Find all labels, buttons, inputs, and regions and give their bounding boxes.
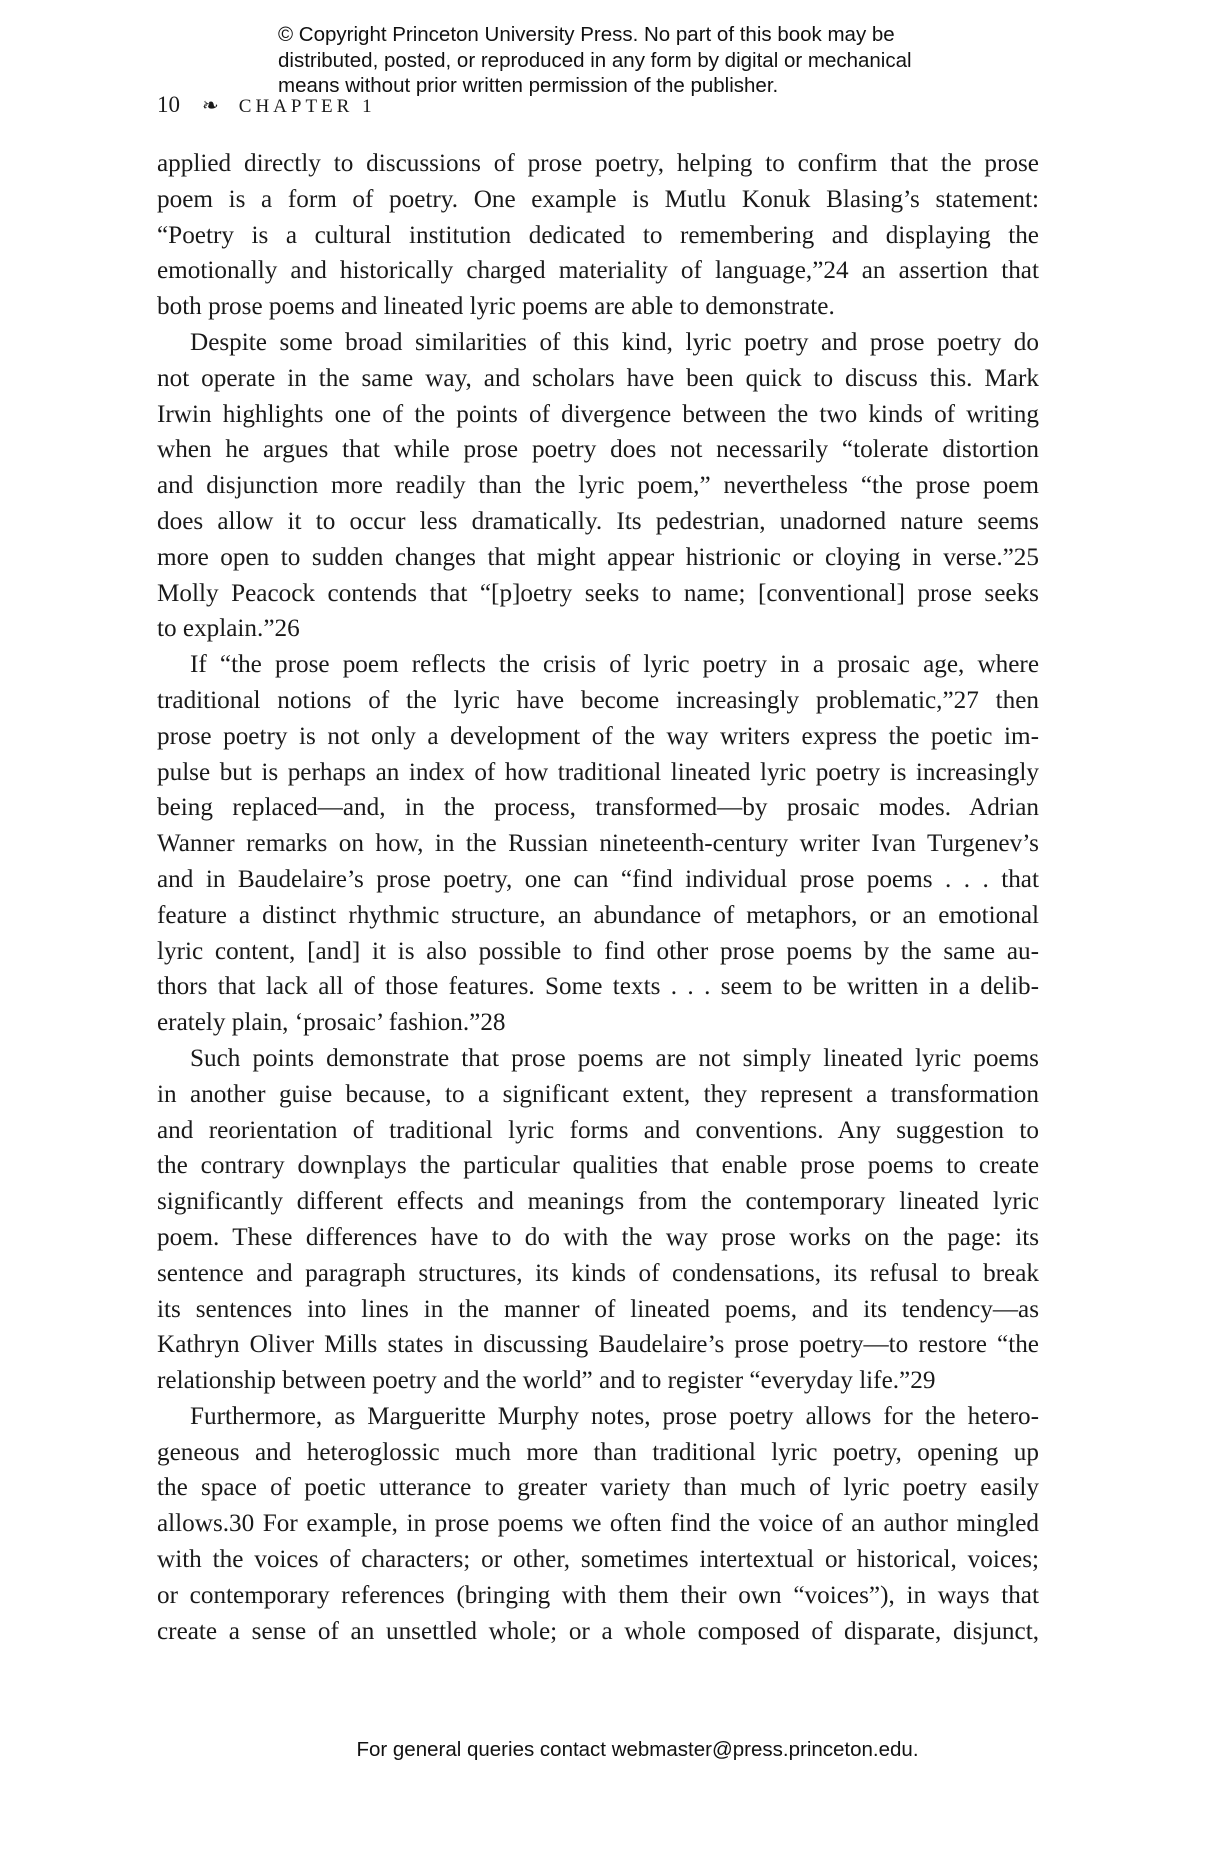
text-line: create a sense of an unsettled whole; or a whole composed of disparate, disjunct, (157, 1617, 1039, 1645)
body-text (157, 146, 1039, 1649)
text-line: when he argues that while prose poetry does not necessarily “tolerate distortion (157, 436, 1039, 464)
text-line: poem. These differences have to do with the way prose works on the page: its (157, 1223, 1039, 1251)
text-line: to explain.”26 (157, 615, 300, 643)
text-line: If “the prose poem reflects the crisis of lyric poetry in a prosaic age, where (190, 651, 1039, 679)
text-line: not operate in the same way, and scholars have been quick to discuss this. Mark (157, 364, 1039, 392)
text-line: significantly different effects and meanings from the contemporary lineated lyric (157, 1188, 1039, 1216)
text-line: more open to sudden changes that might appear histrionic or cloying in verse.”25 (157, 543, 1039, 571)
text-line: lyric content, [and] it is also possible to find other prose poems by the same au- (157, 937, 1039, 965)
running-head (157, 92, 376, 118)
text-line: and in Baudelaire’s prose poetry, one can “find individual prose poems . . . that (157, 865, 1039, 893)
text-line: the space of poetic utterance to greater variety than much of lyric poetry easily (157, 1474, 1039, 1502)
text-line: does allow it to occur less dramatically. Its pedestrian, unadorned nature seems (157, 507, 1039, 535)
text-line: thors that lack all of those features. Some texts . . . seem to be written in a delib- (157, 973, 1039, 1001)
text-line: Such points demonstrate that prose poems are not simply lineated lyric poems (190, 1044, 1039, 1072)
text-line: sentence and paragraph structures, its kinds of condensations, its refusal to break (157, 1259, 1039, 1287)
text-line: prose poetry is not only a development of the way writers express the poetic im- (157, 722, 1039, 750)
text-line: erately plain, ‘prosaic’ fashion.”28 (157, 1009, 506, 1037)
footer-text: For general queries contact webmaster@press.princeton.edu. (356, 1738, 919, 1761)
text-line: feature a distinct rhythmic structure, an abundance of metaphors, or an emotional (157, 901, 1039, 929)
page-number: 10 (157, 92, 180, 117)
copyright-notice (278, 22, 998, 99)
footer-contact (0, 1738, 1225, 1762)
text-line: in another guise because, to a significant extent, they represent a transformation (157, 1080, 1039, 1108)
text-line: the contrary downplays the particular qualities that enable prose poems to create (157, 1152, 1039, 1180)
text-line: Irwin highlights one of the points of divergence between the two kinds of writing (157, 400, 1039, 428)
text-line: allows.30 For example, in prose poems we often find the voice of an author mingled (157, 1510, 1039, 1538)
chapter-label: CHAPTER 1 (238, 96, 376, 117)
text-line: pulse but is perhaps an index of how traditional lineated lyric poetry is increasingly (157, 758, 1039, 786)
paragraph (157, 1399, 1039, 1650)
copyright-line: © Copyright Princeton University Press. No part of this book may be (278, 23, 895, 46)
paragraph (157, 325, 1039, 647)
text-line: Despite some broad similarities of this kind, lyric poetry and prose poetry do (190, 328, 1039, 356)
text-line: both prose poems and lineated lyric poems are able to demonstrate. (157, 293, 835, 321)
copyright-line: means without prior written permission of the publisher. (278, 74, 779, 97)
text-line: with the voices of characters; or other, sometimes intertextual or historical, voices; (157, 1546, 1039, 1574)
text-line: relationship between poetry and the world” and to register “everyday life.”29 (157, 1367, 936, 1395)
paragraph (157, 647, 1039, 1041)
text-line: Furthermore, as Margueritte Murphy notes, prose poetry allows for the hetero- (190, 1402, 1039, 1430)
paragraph (157, 1041, 1039, 1399)
text-line: “Poetry is a cultural institution dedicated to remembering and displaying the (157, 221, 1039, 249)
text-line: geneous and heteroglossic much more than traditional lyric poetry, opening up (157, 1438, 1039, 1466)
ornament-icon: ❧ (202, 95, 217, 117)
text-line: traditional notions of the lyric have become increasingly problematic,”27 then (157, 686, 1039, 714)
text-line: and reorientation of traditional lyric forms and conventions. Any suggestion to (157, 1116, 1039, 1144)
text-line: its sentences into lines in the manner of lineated poems, and its tendency—as (157, 1295, 1039, 1323)
text-line: or contemporary references (bringing with them their own “voices”), in ways that (157, 1581, 1039, 1609)
copyright-line: distributed, posted, or reproduced in any form by digital or mechanical (278, 48, 912, 72)
text-line: Kathryn Oliver Mills states in discussing Baudelaire’s prose poetry—to restore “the (157, 1331, 1039, 1359)
text-line: applied directly to discussions of prose poetry, helping to confirm that the prose (157, 150, 1039, 177)
text-line: being replaced—and, in the process, transformed—by prosaic modes. Adrian (157, 794, 1039, 822)
text-line: Wanner remarks on how, in the Russian nineteenth-century writer Ivan Turgenev’s (157, 830, 1039, 858)
text-line: emotionally and historically charged materiality of language,”24 an assertion that (157, 257, 1039, 285)
paragraph (157, 146, 1039, 325)
text-line: poem is a form of poetry. One example is Mutlu Konuk Blasing’s statement: (157, 185, 1039, 213)
text-line: Molly Peacock contends that “[p]oetry seeks to name; [conventional] prose seeks (157, 579, 1039, 607)
text-line: and disjunction more readily than the lyric poem,” nevertheless “the prose poem (157, 472, 1039, 500)
